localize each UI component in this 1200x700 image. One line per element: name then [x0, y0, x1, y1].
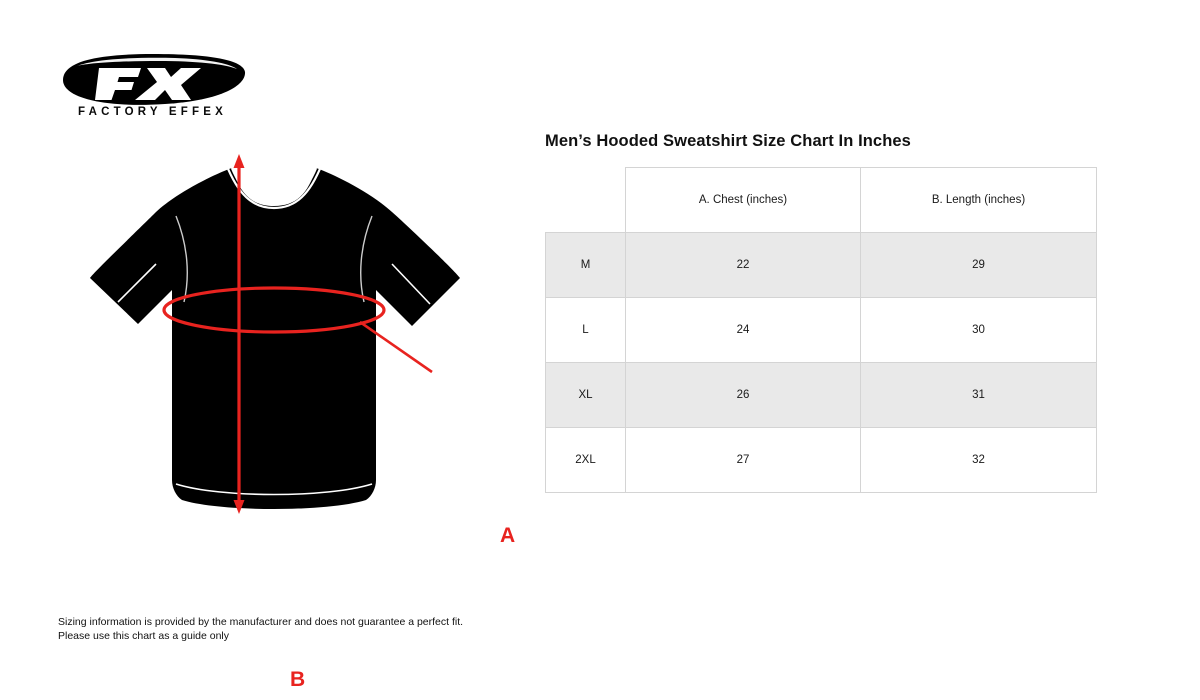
length-measure-label: B	[290, 668, 306, 691]
length-arrow-top	[234, 154, 245, 168]
row-size-label: M	[546, 233, 626, 298]
row-chest-value: 24	[626, 298, 861, 363]
disclaimer-line-2: Please use this chart as a guide only	[58, 630, 230, 642]
factory-effex-logo-mark	[55, 50, 250, 110]
disclaimer-text	[58, 615, 463, 643]
row-size-label: 2XL	[546, 428, 626, 493]
disclaimer-line-1: Sizing information is provided by the manufacturer and does not guarantee a perfect fit.	[58, 616, 464, 628]
row-size-label: L	[546, 298, 626, 363]
size-chart-table	[545, 167, 1097, 493]
table-row	[546, 428, 1097, 493]
brand-wordmark: FACTORY EFFEX	[78, 106, 227, 118]
column-header-length: B. Length (inches)	[861, 168, 1097, 233]
size-chart-title: Men’s Hooded Sweatshirt Size Chart In Inches	[545, 132, 911, 150]
table-corner-cell	[546, 168, 626, 233]
brand-logo	[55, 50, 250, 122]
row-chest-value: 22	[626, 233, 861, 298]
shirt-body	[90, 168, 460, 509]
table-row	[546, 233, 1097, 298]
column-header-chest: A. Chest (inches)	[626, 168, 861, 233]
row-length-value: 30	[861, 298, 1097, 363]
table-row	[546, 363, 1097, 428]
row-length-value: 31	[861, 363, 1097, 428]
chest-measure-label: A	[500, 524, 516, 547]
row-chest-value: 26	[626, 363, 861, 428]
row-size-label: XL	[546, 363, 626, 428]
row-length-value: 29	[861, 233, 1097, 298]
table-header-row	[546, 168, 1097, 233]
row-length-value: 32	[861, 428, 1097, 493]
row-chest-value: 27	[626, 428, 861, 493]
tshirt-diagram	[60, 150, 520, 560]
table-row	[546, 298, 1097, 363]
